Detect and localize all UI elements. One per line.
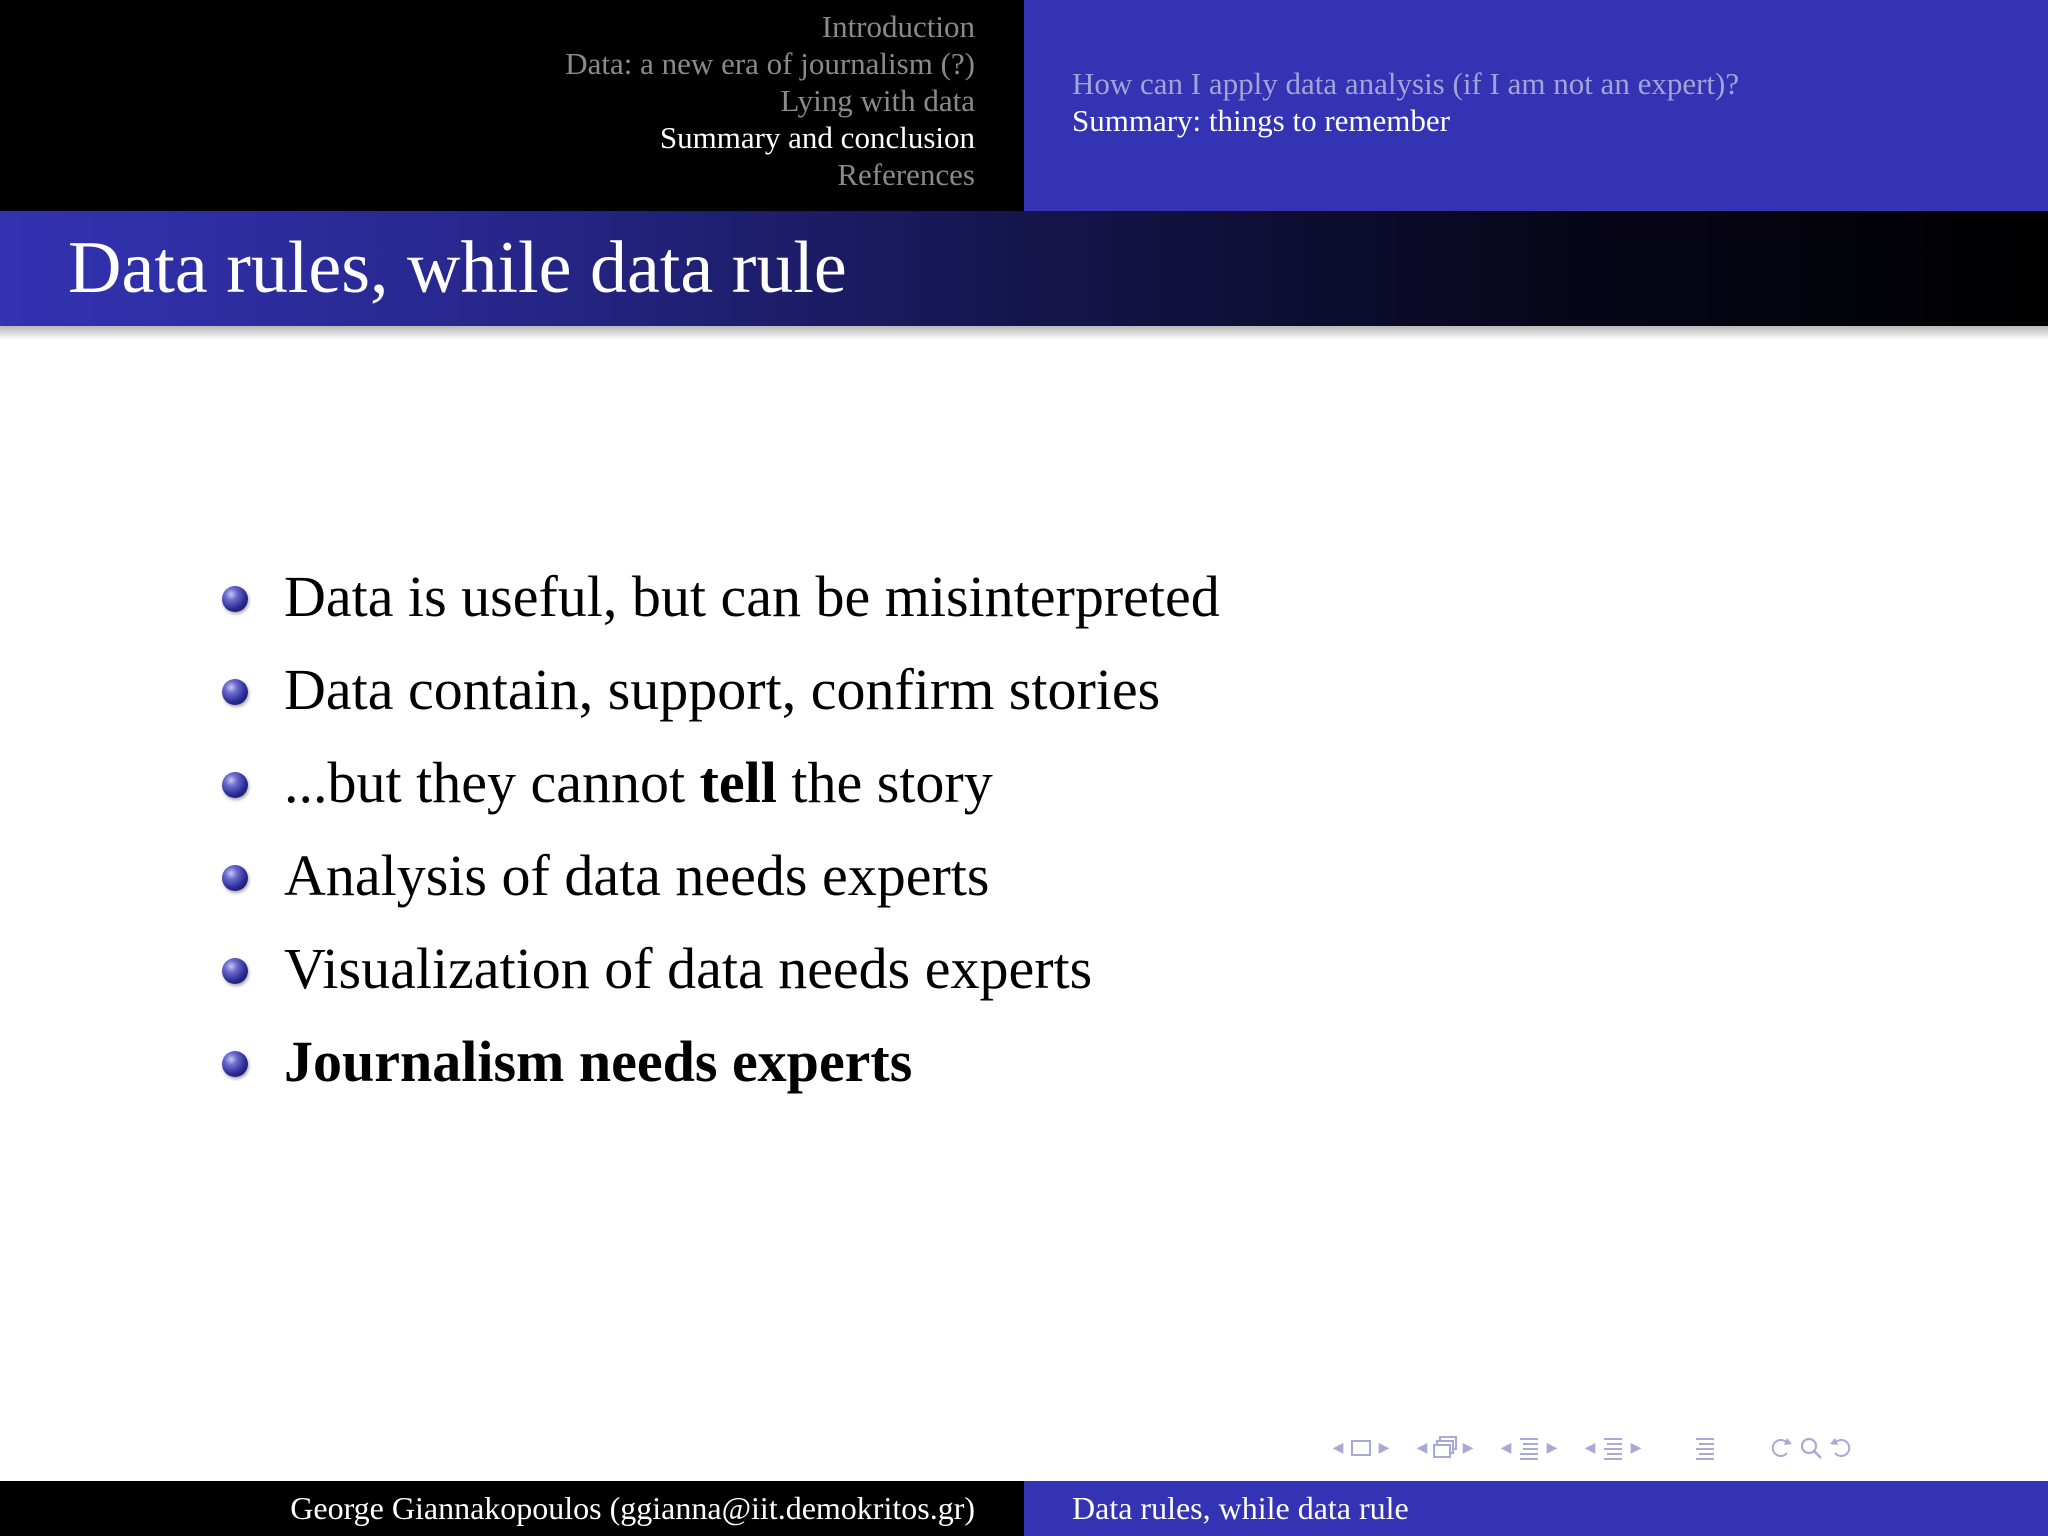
footer-title: Data rules, while data rule	[1072, 1490, 1409, 1526]
subsection-list	[1072, 65, 1739, 139]
section-link-lying-with-data[interactable]: Lying with data	[780, 83, 975, 118]
bullet-ball-icon	[222, 865, 248, 891]
footer-author: George Giannakopoulos (ggianna@iit.demokritos.gr)	[290, 1490, 975, 1526]
section-nav-icon[interactable]	[1598, 1435, 1628, 1461]
subsection-next-arrow-icon[interactable]: ▶	[1546, 1440, 1558, 1456]
bullet-text: ...but they cannot tell the story	[284, 750, 993, 815]
section-link-references[interactable]: References	[837, 157, 975, 192]
bullet-text: Journalism needs experts	[284, 1029, 913, 1094]
bullet-item	[222, 550, 1220, 643]
frame-nav-icon[interactable]	[1430, 1435, 1460, 1461]
bullet-item	[222, 736, 1220, 829]
subsection-link-apply-analysis[interactable]: How can I apply data analysis (if I am not an expert)?	[1072, 66, 1740, 101]
header	[0, 0, 2048, 211]
bullet-ball-icon	[222, 1051, 248, 1077]
subsection-link-summary-remember[interactable]: Summary: things to remember	[1072, 103, 1450, 138]
frame-title: Data rules, while data rule	[68, 227, 847, 309]
bullet-item	[222, 1015, 1220, 1108]
slide-prev-arrow-icon[interactable]: ◀	[1332, 1440, 1344, 1456]
bullet-ball-icon	[222, 586, 248, 612]
bullet-ball-icon	[222, 679, 248, 705]
search-icon[interactable]	[1796, 1435, 1826, 1461]
section-prev-arrow-icon[interactable]: ◀	[1584, 1440, 1596, 1456]
footer-title-box	[1024, 1481, 2048, 1536]
subsection-prev-arrow-icon[interactable]: ◀	[1500, 1440, 1512, 1456]
frame-title-bar	[0, 211, 2048, 326]
title-shadow	[0, 326, 2048, 340]
beamer-navigation-bar	[1330, 1432, 1856, 1464]
document-nav-icon[interactable]	[1690, 1435, 1720, 1461]
bullet-list	[222, 550, 1220, 1108]
section-next-arrow-icon[interactable]: ▶	[1630, 1440, 1642, 1456]
section-link-data-new-era[interactable]: Data: a new era of journalism (?)	[565, 46, 975, 81]
section-link-introduction[interactable]: Introduction	[821, 9, 975, 44]
bullet-text: Data is useful, but can be misinterpreted	[284, 564, 1220, 629]
subsection-nav-icon[interactable]	[1514, 1435, 1544, 1461]
bullet-text: Analysis of data needs experts	[284, 843, 990, 908]
subsection-navigation	[1024, 0, 2048, 211]
section-navigation	[0, 0, 1024, 211]
forward-arrow-icon[interactable]	[1826, 1435, 1856, 1461]
footer-author-box	[0, 1481, 1024, 1536]
frame-next-arrow-icon[interactable]: ▶	[1462, 1440, 1474, 1456]
bullet-emphasis: tell	[699, 750, 777, 815]
slide-nav-icon[interactable]	[1346, 1435, 1376, 1461]
bullet-text: Visualization of data needs experts	[284, 936, 1093, 1001]
bullet-ball-icon	[222, 772, 248, 798]
bullet-ball-icon	[222, 958, 248, 984]
bullet-item	[222, 829, 1220, 922]
frame-prev-arrow-icon[interactable]: ◀	[1416, 1440, 1428, 1456]
bullet-item	[222, 643, 1220, 736]
footer	[0, 1481, 2048, 1536]
section-list	[565, 8, 975, 193]
back-arrow-icon[interactable]	[1766, 1435, 1796, 1461]
slide-next-arrow-icon[interactable]: ▶	[1378, 1440, 1390, 1456]
bullet-item	[222, 922, 1220, 1015]
bullet-text: Data contain, support, confirm stories	[284, 657, 1161, 722]
section-link-summary[interactable]: Summary and conclusion	[659, 120, 975, 155]
